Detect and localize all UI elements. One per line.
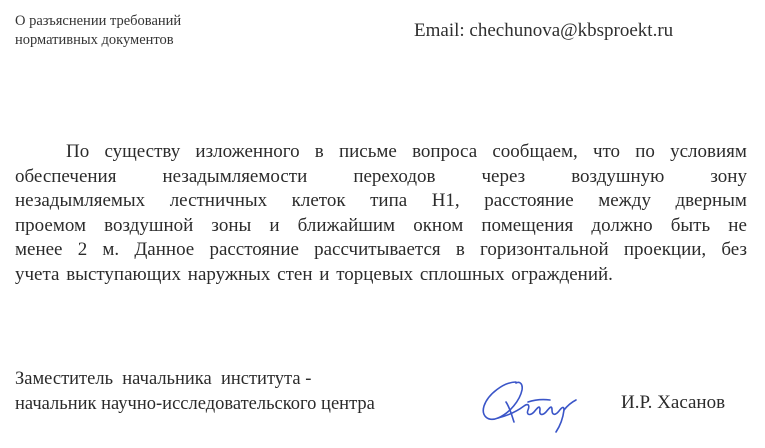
body-word: 2 bbox=[77, 239, 88, 260]
letter-subject bbox=[15, 12, 181, 50]
body-line bbox=[15, 214, 747, 239]
body-word: расстояние bbox=[484, 190, 574, 211]
subject-line-2: нормативных документов bbox=[15, 32, 174, 48]
body-word: что bbox=[592, 141, 621, 162]
body-word: ближайшим bbox=[297, 214, 396, 236]
body-word: без bbox=[721, 239, 747, 260]
body-word: учета выступающих наружных стен и торцевых сплошных ограждений. bbox=[15, 263, 613, 285]
body-line bbox=[15, 263, 747, 288]
body-word: м. bbox=[102, 239, 120, 260]
body-word: письме bbox=[338, 141, 397, 162]
body-word: рассчитывается bbox=[314, 239, 441, 260]
body-word: между bbox=[598, 190, 651, 211]
body-word: проекции, bbox=[623, 239, 707, 260]
body-word: переходов bbox=[353, 165, 436, 187]
body-word: обеспечения bbox=[15, 165, 117, 187]
body-line bbox=[15, 165, 747, 190]
body-word: воздушную bbox=[571, 165, 665, 187]
body-word: сообщаем, bbox=[492, 141, 578, 162]
body-word: Н1, bbox=[431, 190, 460, 211]
signatory-title-line-2: начальник научно-исследовательского центра bbox=[15, 394, 375, 414]
body-word: дверным bbox=[675, 190, 747, 211]
body-word: горизонтальной bbox=[480, 239, 609, 260]
body-word: по bbox=[635, 141, 655, 162]
body-word: изложенного bbox=[195, 141, 300, 162]
body-word: незадымляемых bbox=[15, 190, 146, 211]
body-word: зоны bbox=[211, 214, 252, 236]
body-word: окном bbox=[413, 214, 464, 236]
body-word: проемом bbox=[15, 214, 87, 236]
signatory-title-line-1: Заместитель начальника института - bbox=[15, 369, 312, 389]
signatory-title bbox=[15, 367, 375, 417]
body-word: лестничных bbox=[169, 190, 268, 211]
body-word: незадымляемости bbox=[162, 165, 308, 187]
signatory-name: И.Р. Хасанов bbox=[621, 392, 726, 413]
body-word: вопроса bbox=[412, 141, 478, 162]
body-word: зону bbox=[710, 165, 747, 187]
body-word: быть bbox=[670, 214, 711, 236]
contact-email: Email: chechunova@kbsproekt.ru bbox=[414, 20, 674, 41]
letter-body bbox=[15, 140, 747, 287]
body-line bbox=[15, 189, 747, 214]
body-word: воздушной bbox=[104, 214, 194, 236]
body-word: и bbox=[269, 214, 280, 236]
body-word: расстояние bbox=[209, 239, 299, 260]
body-word: помещения bbox=[481, 214, 574, 236]
body-word: типа bbox=[370, 190, 408, 211]
body-word: не bbox=[728, 214, 747, 236]
body-word: менее bbox=[15, 239, 63, 260]
body-word: через bbox=[481, 165, 526, 187]
body-line bbox=[15, 140, 747, 165]
body-word: должно bbox=[591, 214, 653, 236]
subject-line-1: О разъяснении требований bbox=[15, 13, 182, 29]
handwritten-signature bbox=[476, 372, 586, 434]
body-word: в bbox=[455, 239, 465, 260]
body-line bbox=[15, 238, 747, 263]
body-word: По bbox=[66, 141, 90, 162]
body-word: клеток bbox=[291, 190, 346, 211]
body-word: Данное bbox=[134, 239, 195, 260]
body-word: существу bbox=[104, 141, 181, 162]
body-word: в bbox=[314, 141, 324, 162]
body-word: условиям bbox=[670, 141, 747, 162]
